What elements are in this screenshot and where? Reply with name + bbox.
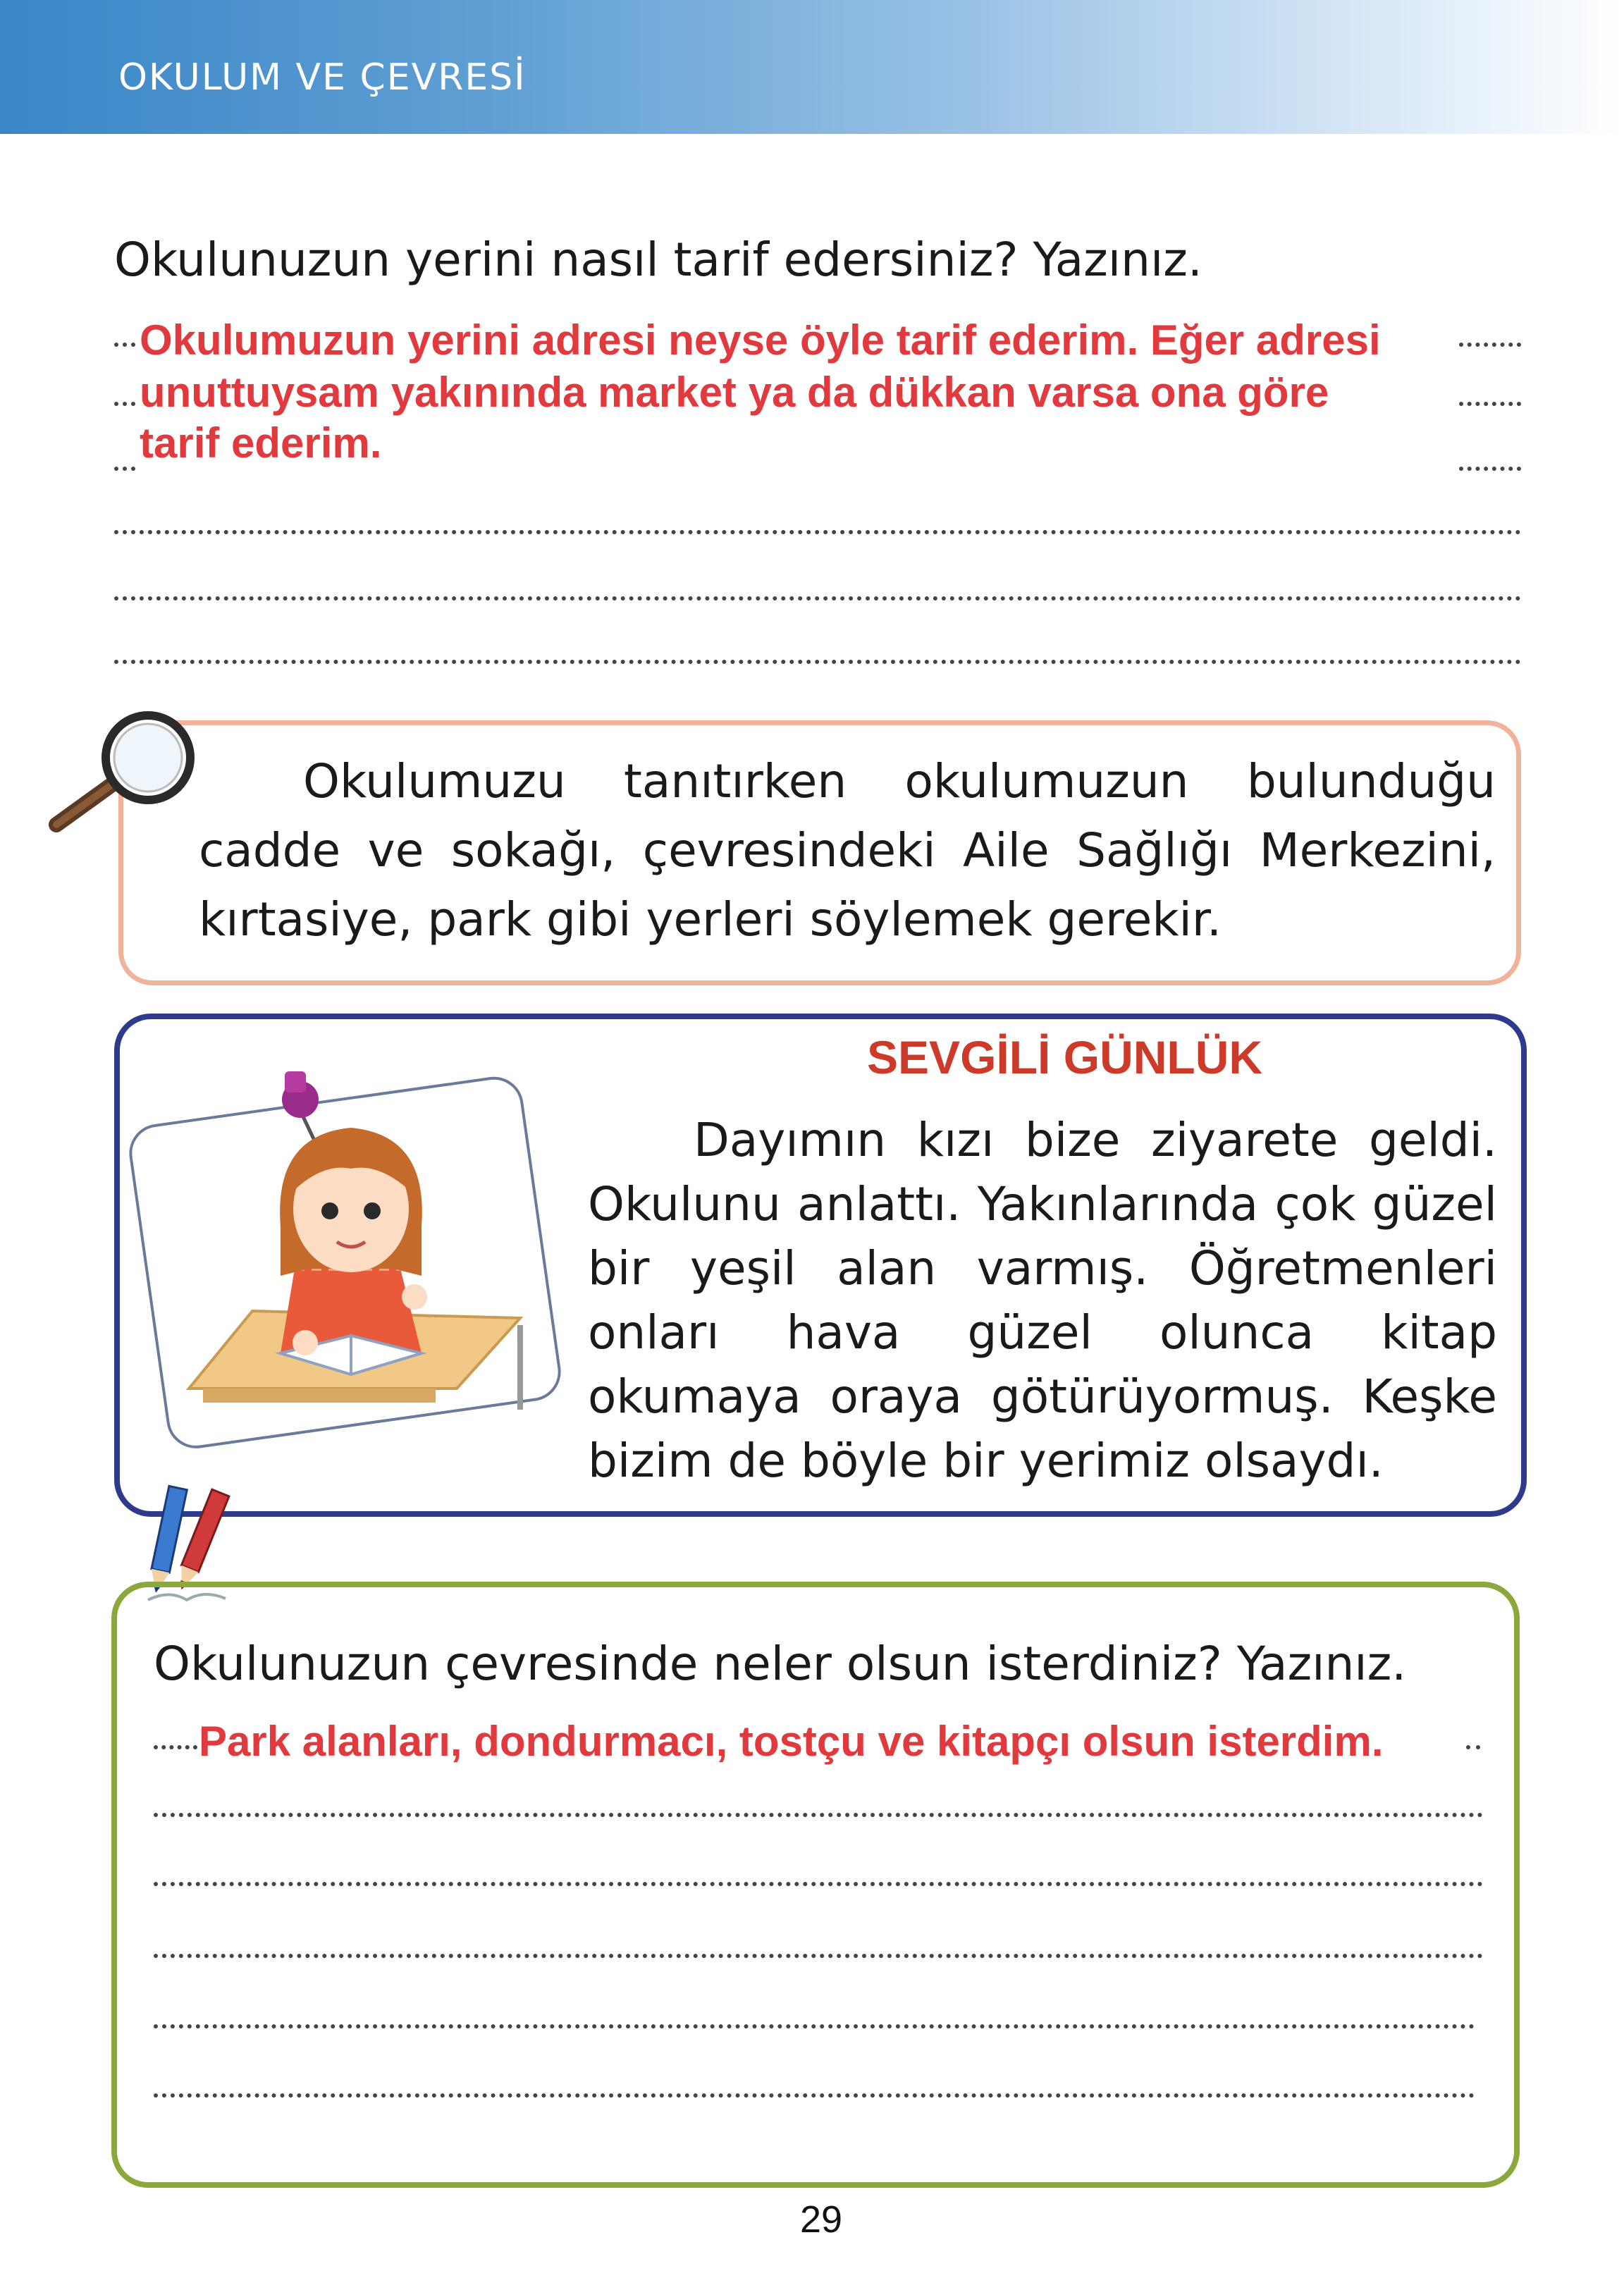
answer-line-dots [114, 402, 135, 406]
page-header-title: OKULUM VE ÇEVRESİ [118, 56, 527, 99]
question1-prompt: Okulunuzun yerini nasıl tarif edersiniz? Yazınız. [114, 233, 1202, 287]
question1-answer-line-3: tarif ederim. [140, 419, 382, 467]
answer-line-dots [154, 1813, 1483, 1817]
answer-line-dots [154, 1954, 1483, 1958]
answer-line-dots [114, 530, 1521, 534]
diary-body: Dayımın kızı bize ziyarete geldi. Okulunu anlattı. Yakınlarında çok güzel bir yeşil alan varmış. Öğretmenleri onları hava güzel olunca kitap okumaya oraya götürüyormuş. Keşke bizim de böyle bir yerimiz olsaydı. [588, 1113, 1497, 1488]
diary-text [588, 1108, 1497, 1493]
answer-line-dots [1459, 467, 1521, 471]
question1-answer-line-1: Okulumuzun yerini adresi neyse öyle tarif ederim. Eğer adresi [140, 316, 1381, 364]
answer-line-dots [154, 2024, 1475, 2029]
page-number: 29 [799, 2198, 843, 2241]
question2-answer: Park alanları, dondurmacı, tostçu ve kitapçı olsun isterdim. [199, 1718, 1384, 1765]
question2-prompt: Okulunuzun çevresinde neler olsun isterdiniz? Yazınız. [154, 1637, 1407, 1691]
answer-line-dots [154, 1745, 197, 1749]
info-text: Okulumuzu tanıtırken okulumuzun bulunduğu cadde ve sokağı, çevresindeki Aile Sağlığı Merkezini, kırtasiye, park gibi yerleri söylemek gerekir. [199, 754, 1496, 947]
magnifier-icon [42, 705, 211, 846]
answer-line-dots [1459, 343, 1521, 347]
answer-line-dots [114, 660, 1521, 664]
answer-line-dots [1459, 402, 1521, 406]
answer-line-dots [114, 343, 135, 347]
diary-title: SEVGİLİ GÜNLÜK [867, 1031, 1263, 1083]
answer-line-dots [154, 1882, 1483, 1886]
answer-line-dots [1466, 1745, 1480, 1749]
question1-answer-line-2: unuttuysam yakınında market ya da dükkan varsa ona göre [140, 369, 1329, 416]
answer-line-dots [154, 2093, 1475, 2098]
answer-line-dots [114, 596, 1521, 601]
answer-line-dots [114, 467, 135, 471]
girl-reading-illustration [125, 1057, 577, 1452]
